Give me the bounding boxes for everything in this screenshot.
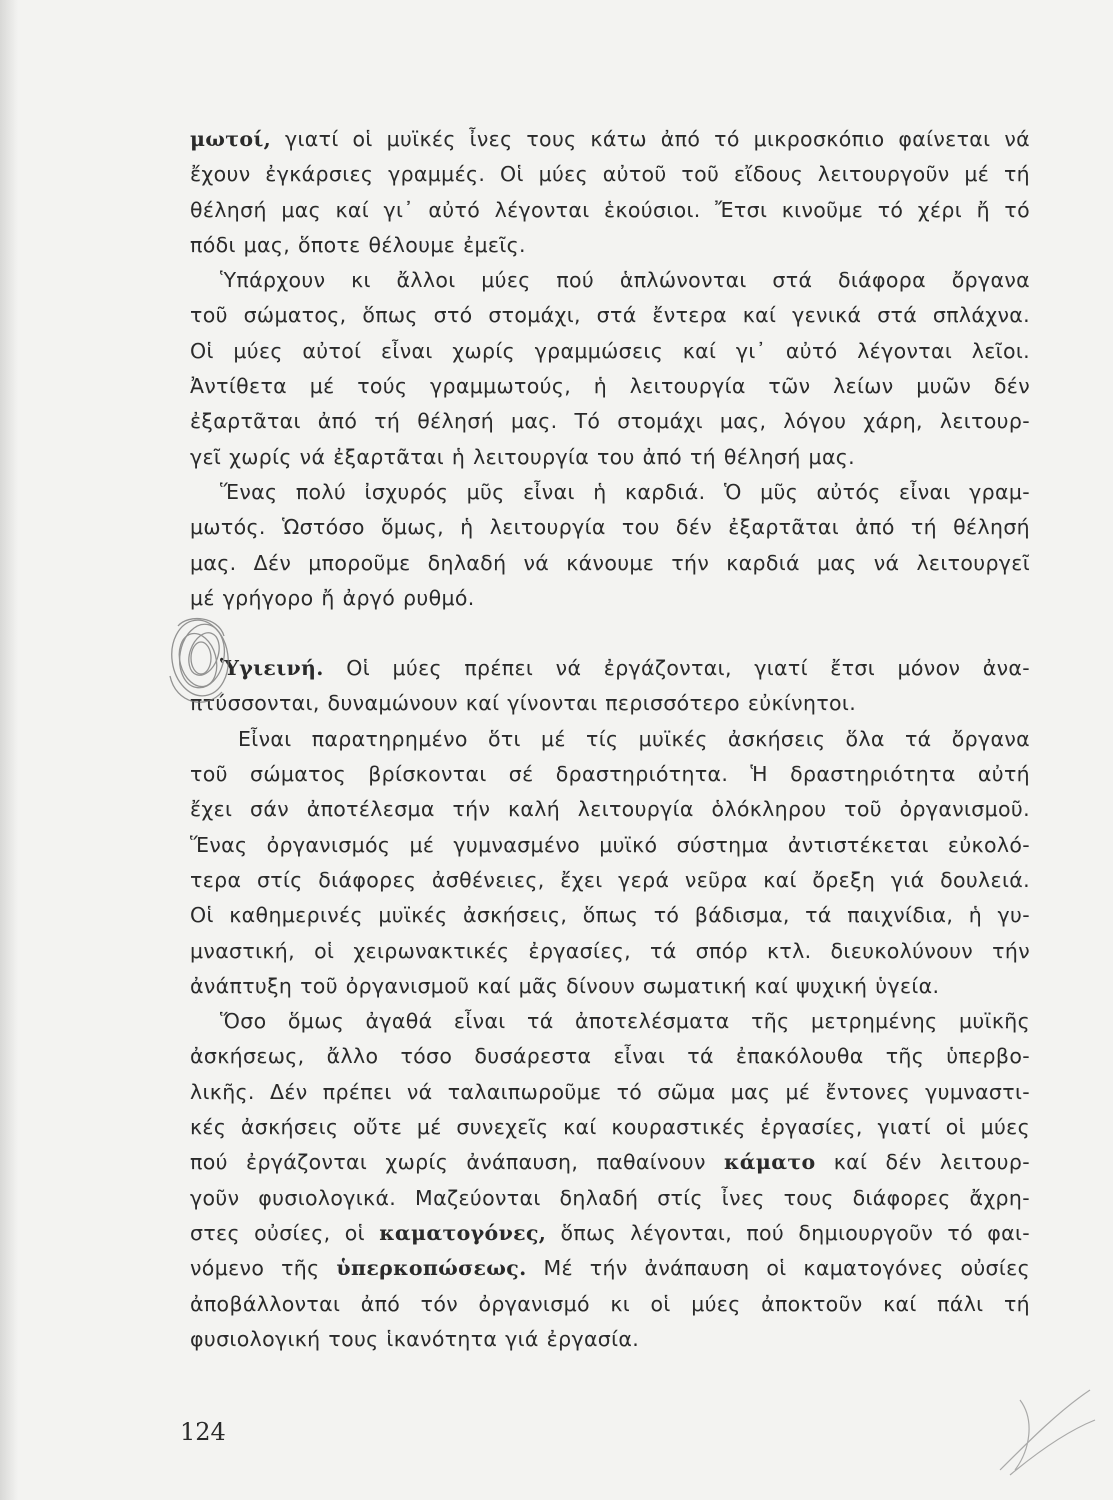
text-line: Ὅσο ὅμως ἀγαθά εἶναι τά ἀποτελέσματα τῆς μετρημένης μυϊκῆς bbox=[220, 1009, 1030, 1034]
text-segment: νόμενο τῆς bbox=[190, 1256, 337, 1281]
text-line: τερα στίς διάφορες ἀσθένειες, ἔχει γερά νεῦρα καί ὄρεξη γιά δουλειά. bbox=[190, 867, 1030, 892]
text-line: πτύσσονται, δυναμώνουν καί γίνονται περισσότερο εὐκίνητοι. bbox=[190, 691, 857, 716]
text-line bbox=[190, 1216, 1030, 1251]
text-line: πόδι μας, ὅποτε θέλουμε ἐμεῖς. bbox=[190, 232, 526, 257]
text-segment: Οἱ μύες πρέπει νά ἐργάζονται, γιατί ἔτσι μόνον ἀνα- bbox=[323, 656, 1030, 681]
section-heading: Ὑγιεινή. bbox=[220, 656, 324, 681]
text-line: ἐξαρτᾶται ἀπό τή θέλησή μας. Τό στομάχι μας, λόγου χάρη, λειτουρ- bbox=[190, 409, 1030, 434]
term-bold: κάματο bbox=[724, 1150, 816, 1175]
text-line: ἔχει σάν ἀποτέλεσμα τήν καλή λειτουργία ὁλόκληρου τοῦ ὀργανισμοῦ. bbox=[190, 797, 1030, 822]
text-line: Οἱ καθημερινές μυϊκές ἀσκήσεις, ὅπως τό βάδισμα, τά παιχνίδια, ἡ γυ- bbox=[190, 903, 1030, 928]
text-line: ἔχουν ἐγκάρσιες γραμμές. Οἱ μύες αὐτοῦ τοῦ εἴδους λειτουργοῦν μέ τή bbox=[190, 162, 1030, 187]
text-segment: καί δέν λειτουρ- bbox=[815, 1150, 1030, 1175]
term-bold: ὑπερκοπώσεως. bbox=[336, 1256, 527, 1281]
text-line: μέ γρήγορο ἤ ἀργό ρυθμό. bbox=[190, 585, 475, 610]
text-line: Ἀντίθετα μέ τούς γραμμωτούς, ἡ λειτουργία τῶν λείων μυῶν δέν bbox=[190, 374, 1030, 399]
text-line: τοῦ σώματος, ὅπως στό στομάχι, στά ἔντερα καί γενικά στά σπλάχνα. bbox=[190, 303, 1030, 328]
text-line: μναστική, οἱ χειρωνακτικές ἐργασίες, τά σπόρ κτλ. διευκολύνουν τήν bbox=[190, 938, 1030, 963]
text-line: γεῖ χωρίς νά ἐξαρτᾶται ἡ λειτουργία του ἀπό τή θέλησή μας. bbox=[190, 444, 856, 469]
text-line: Εἶναι παρατηρημένο ὅτι μέ τίς μυϊκές ἀσκήσεις ὅλα τά ὄργανα bbox=[238, 726, 1030, 751]
page-edge-shadow bbox=[0, 0, 18, 1500]
text-line: θέλησή μας καί γι᾽ αὐτό λέγονται ἑκούσιοι. Ἔτσι κινοῦμε τό χέρι ἤ τό bbox=[190, 197, 1030, 222]
term-bold: καματογόνες, bbox=[379, 1220, 547, 1245]
text-line: ἀσκήσεως, ἄλλο τόσο δυσάρεστα εἶναι τά ἐπακόλουθα τῆς ὑπερβο- bbox=[190, 1044, 1030, 1069]
text-line: Ἕνας ὀργανισμός μέ γυμνασμένο μυϊκό σύστημα ἀντιστέκεται εὐκολό- bbox=[190, 832, 1030, 857]
page-number: 124 bbox=[180, 1418, 226, 1446]
text-line: ἀποβάλλονται ἀπό τόν ὀργανισμό κι οἱ μύες ἀποκτοῦν καί πάλι τή bbox=[190, 1291, 1030, 1316]
text-segment: ὅπως λέγονται, πού δημιουργοῦν τό φαι- bbox=[546, 1220, 1030, 1245]
text-line: Ἕνας πολύ ἰσχυρός μῦς εἶναι ἡ καρδιά. Ὁ μῦς αὐτός εἶναι γραμ- bbox=[220, 479, 1030, 504]
text-segment: Μέ τήν ἀνάπαυση οἱ καματογόνες οὐσίες bbox=[526, 1256, 1030, 1281]
text-line: γοῦν φυσιολογικά. Μαζεύονται δηλαδή στίς ἶνες τους διάφορες ἄχρη- bbox=[190, 1185, 1030, 1210]
text-line: κές ἀσκήσεις οὔτε μέ συνεχεῖς καί κουραστικές ἐργασίες, γιατί οἱ μύες bbox=[190, 1115, 1030, 1140]
text-line: ἀνάπτυξη τοῦ ὀργανισμοῦ καί μᾶς δίνουν σωματική καί ψυχική ὑγεία. bbox=[190, 973, 940, 998]
text-line: λικῆς. Δέν πρέπει νά ταλαιπωροῦμε τό σῶμα μας μέ ἔντονες γυμναστι- bbox=[190, 1079, 1030, 1104]
text-line: φυσιολογική τους ἱκανότητα γιά ἐργασία. bbox=[190, 1326, 640, 1351]
text-segment: πού ἐργάζονται χωρίς ἀνάπαυση, παθαίνουν bbox=[190, 1150, 724, 1175]
text-segment: γιατί οἱ μυϊκές ἶνες τους κάτω ἀπό τό μικροσκόπιο φαίνεται νά bbox=[271, 127, 1030, 151]
text-line: μας. Δέν μποροῦμε δηλαδή νά κάνουμε τήν καρδιά μας νά λειτουργεῖ bbox=[190, 550, 1030, 575]
text-line bbox=[190, 1251, 1030, 1286]
text-line: Ὑπάρχουν κι ἄλλοι μύες πού ἁπλώνονται στά διάφορα ὄργανα bbox=[220, 268, 1030, 293]
text-line bbox=[190, 651, 1030, 686]
text-line bbox=[190, 1145, 1030, 1180]
pencil-marks-icon bbox=[990, 1380, 1100, 1480]
term-bold: μωτοί, bbox=[190, 127, 272, 151]
text-line: τοῦ σώματος βρίσκονται σέ δραστηριότητα. Ἡ δραστηριότητα αὐτή bbox=[190, 762, 1030, 787]
body-text bbox=[190, 122, 1030, 1357]
text-line: Οἱ μύες αὐτοί εἶναι χωρίς γραμμώσεις καί γι᾽ αὐτό λέγονται λεῖοι. bbox=[190, 338, 1030, 363]
text-segment: στες οὐσίες, οἱ bbox=[190, 1220, 380, 1245]
pencil-scribble-icon bbox=[158, 606, 238, 716]
text-line bbox=[190, 122, 1030, 157]
text-line: μωτός. Ὡστόσο ὅμως, ἡ λειτουργία του δέν ἐξαρτᾶται ἀπό τή θέλησή bbox=[190, 515, 1030, 540]
